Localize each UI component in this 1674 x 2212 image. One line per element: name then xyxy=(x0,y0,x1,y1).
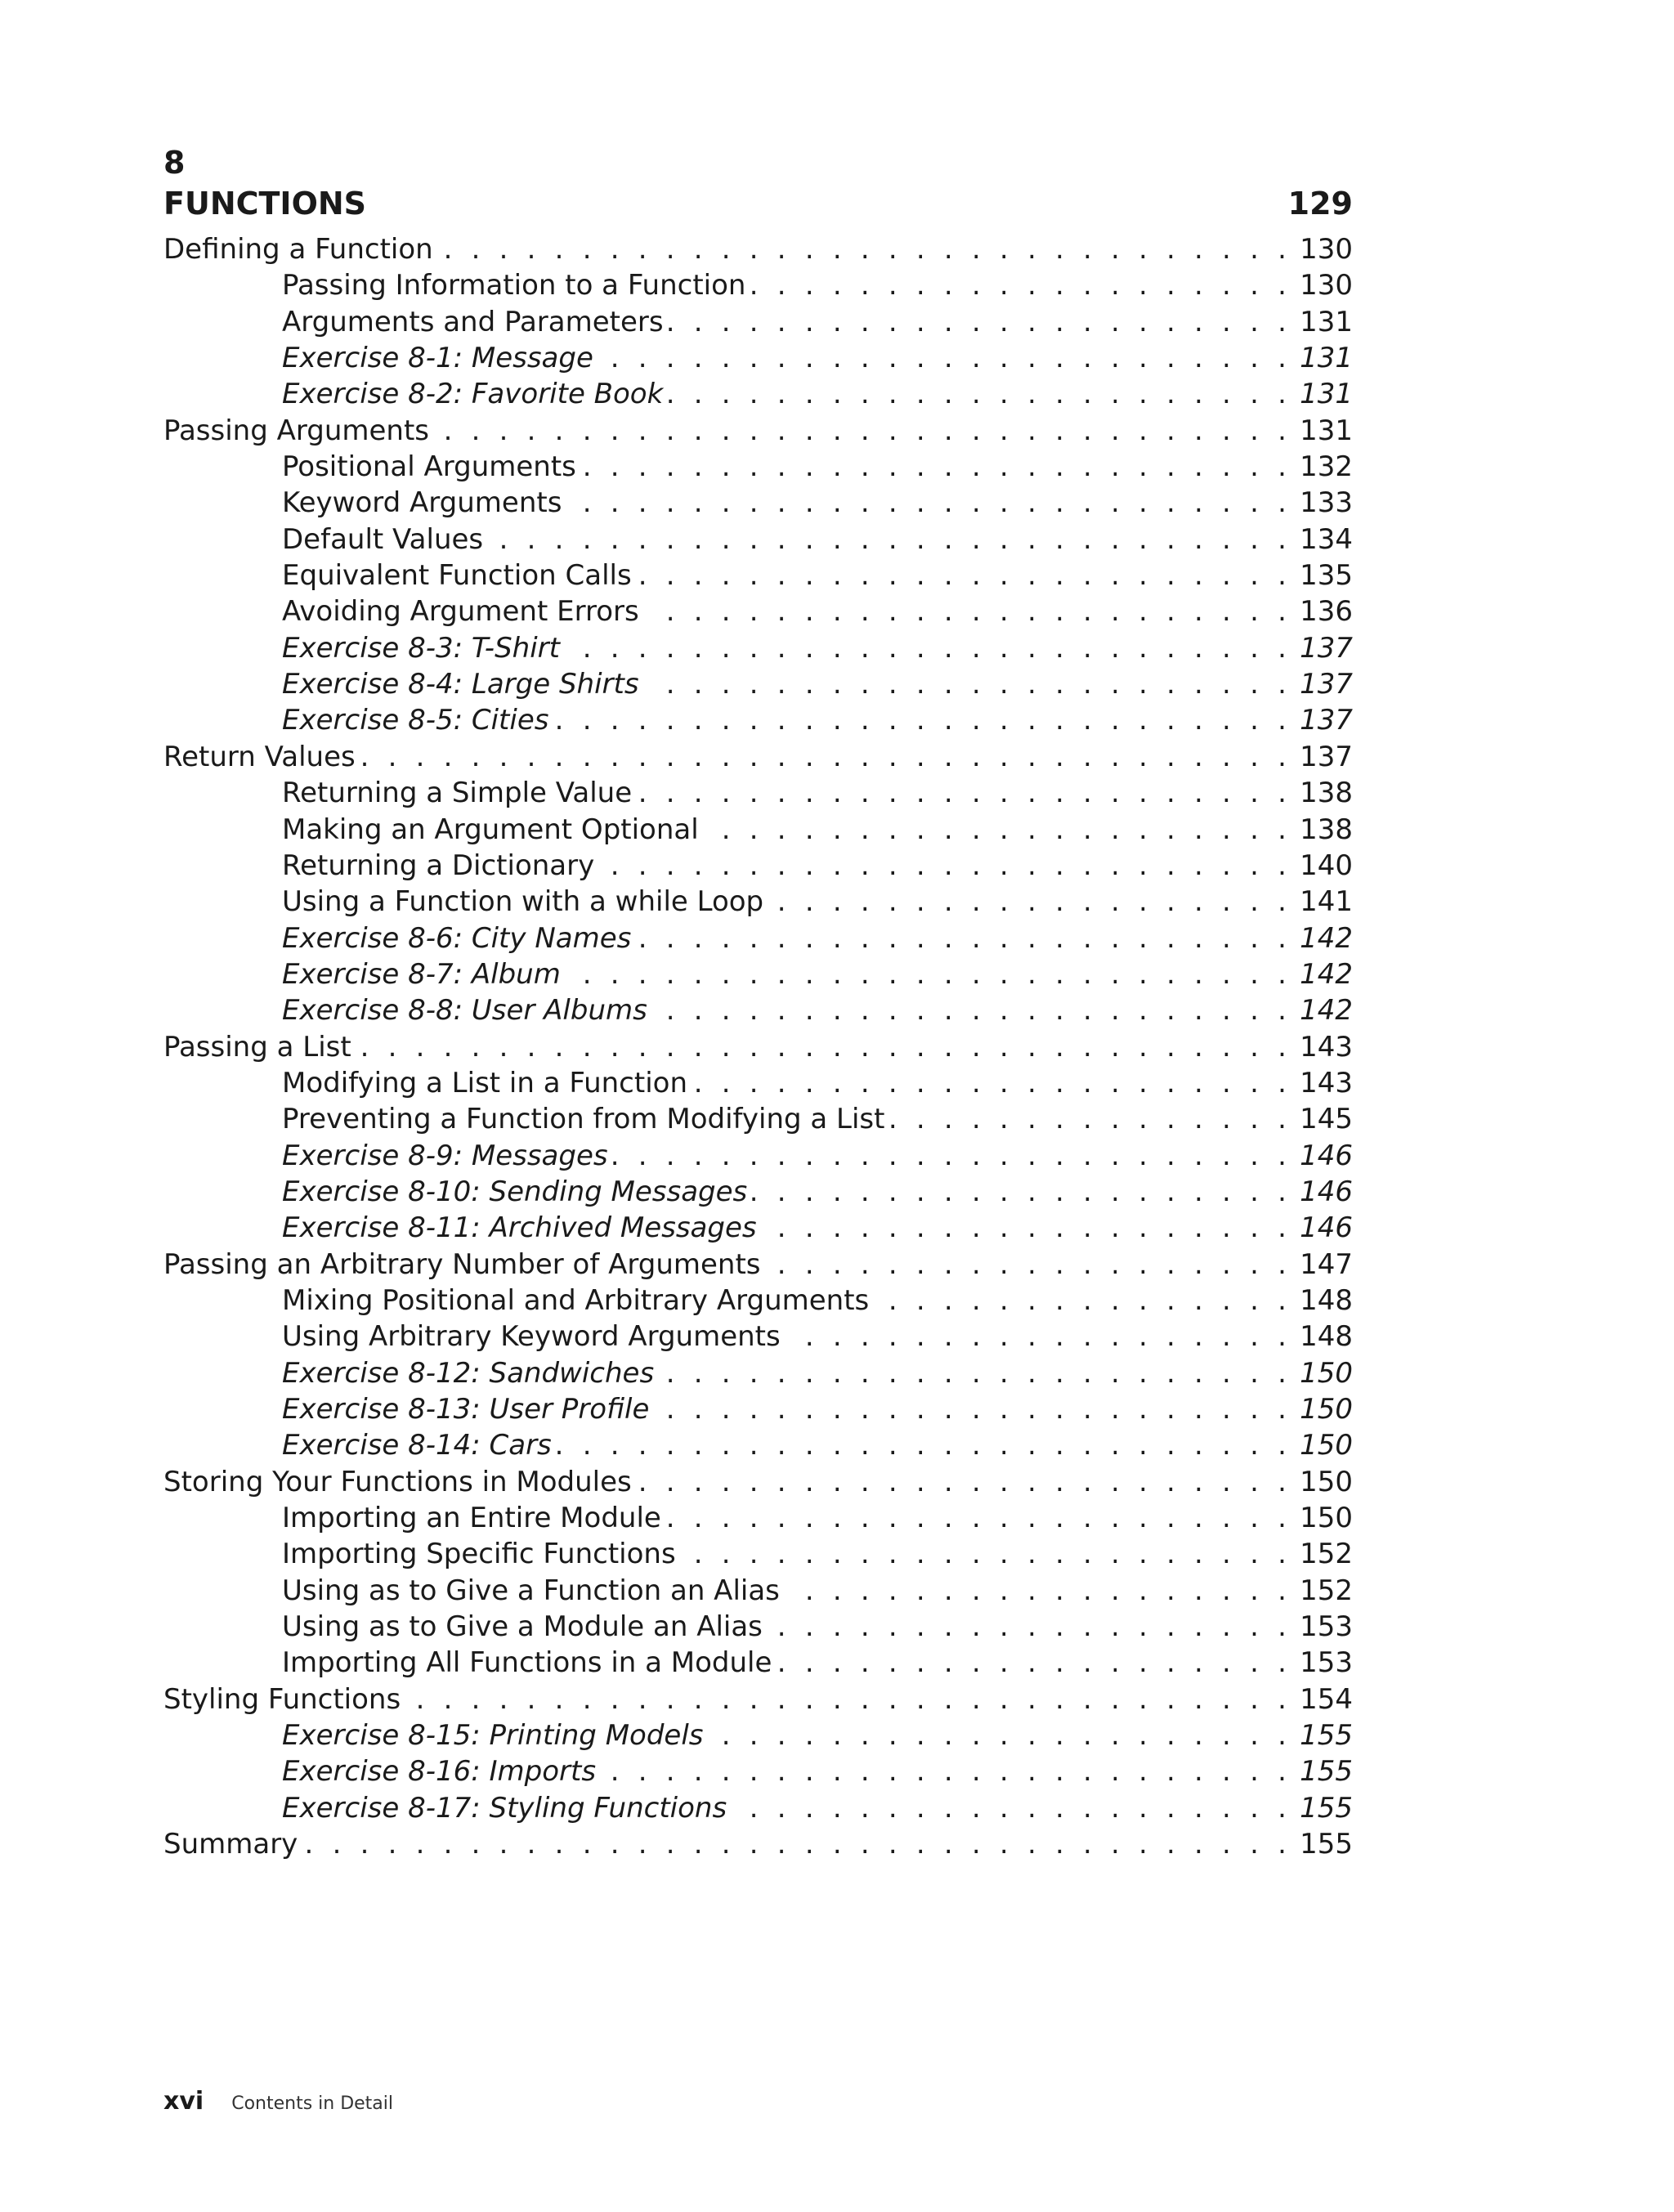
toc-section-entry xyxy=(163,1029,1353,1065)
toc-entry-title: Exercise 8-1: Message xyxy=(282,342,593,375)
toc-entry-page-number: 150 xyxy=(1300,1465,1353,1498)
chapter-heading xyxy=(163,184,1353,223)
toc-entry-page-number: 132 xyxy=(1300,450,1353,484)
toc-entry-page-number: 142 xyxy=(1300,921,1353,955)
toc-entry-title: Exercise 8-15: Printing Models xyxy=(282,1719,704,1753)
toc-dot-leader xyxy=(405,1681,1291,1717)
toc-dot-leader xyxy=(709,1717,1292,1753)
toc-subsection-entry xyxy=(163,1573,1353,1609)
toc-entry-title: Importing Specific Functions xyxy=(282,1538,676,1571)
toc-entry-title: Exercise 8-8: User Albums xyxy=(282,994,647,1028)
toc-subsection-entry xyxy=(163,1319,1353,1355)
toc-entry-title: Exercise 8-12: Sandwiches xyxy=(282,1356,655,1390)
toc-entry-page-number: 155 xyxy=(1300,1791,1353,1825)
toc-dot-leader xyxy=(581,449,1291,485)
toc-dot-leader xyxy=(566,956,1291,992)
toc-entry-title: Equivalent Function Calls xyxy=(282,559,632,593)
toc-entry-page-number: 143 xyxy=(1300,1066,1353,1099)
toc-subsection-entry xyxy=(163,1500,1353,1536)
toc-exercise-entry xyxy=(163,1717,1353,1753)
toc-entry-list xyxy=(163,231,1353,1862)
toc-entry-page-number: 152 xyxy=(1300,1574,1353,1607)
toc-entry-title: Exercise 8-11: Archived Messages xyxy=(282,1211,757,1245)
toc-entry-page-number: 153 xyxy=(1300,1610,1353,1644)
toc-subsection-entry xyxy=(163,1609,1353,1645)
toc-dot-leader xyxy=(565,630,1291,666)
toc-entry-title: Preventing a Function from Modifying a List xyxy=(282,1103,885,1136)
toc-dot-leader xyxy=(669,304,1292,340)
toc-dot-leader xyxy=(874,1283,1291,1319)
toc-entry-title: Exercise 8-14: Cars xyxy=(282,1429,552,1462)
toc-entry-title: Exercise 8-7: Album xyxy=(282,957,561,991)
toc-subsection-entry xyxy=(163,557,1353,593)
chapter-number: 8 xyxy=(163,145,186,181)
toc-dot-leader xyxy=(553,702,1291,738)
toc-dot-leader xyxy=(762,1210,1292,1246)
toc-subsection-entry xyxy=(163,267,1353,303)
toc-entry-page-number: 145 xyxy=(1300,1103,1353,1136)
toc-dot-leader xyxy=(434,413,1291,449)
toc-exercise-entry xyxy=(163,1790,1353,1826)
toc-entry-title: Defining a Function xyxy=(163,233,433,266)
toc-dot-leader xyxy=(302,1826,1291,1862)
toc-entry-page-number: 150 xyxy=(1300,1502,1353,1535)
toc-entry-page-number: 131 xyxy=(1300,305,1353,338)
toc-entry-title: Making an Argument Optional xyxy=(282,813,699,846)
toc-entry-title: Exercise 8-5: Cities xyxy=(282,704,549,737)
toc-entry-page-number: 133 xyxy=(1300,486,1353,520)
toc-entry-page-number: 131 xyxy=(1300,414,1353,447)
toc-dot-leader xyxy=(652,992,1291,1028)
toc-entry-page-number: 130 xyxy=(1300,233,1353,266)
folio-page-number: xvi xyxy=(163,2087,204,2116)
toc-entry-page-number: 153 xyxy=(1300,1646,1353,1680)
toc-entry-title: Passing an Arbitrary Number of Arguments xyxy=(163,1247,761,1281)
toc-dot-leader xyxy=(644,666,1292,702)
toc-section-entry xyxy=(163,1826,1353,1862)
toc-dot-leader xyxy=(666,1500,1291,1536)
toc-entry-title: Exercise 8-4: Large Shirts xyxy=(282,668,639,701)
toc-entry-title: Styling Functions xyxy=(163,1682,401,1716)
toc-entry-page-number: 148 xyxy=(1300,1283,1353,1317)
toc-entry-title: Passing Arguments xyxy=(163,414,430,447)
toc-dot-leader xyxy=(692,1065,1291,1101)
toc-subsection-entry xyxy=(163,485,1353,521)
toc-subsection-entry xyxy=(163,848,1353,884)
toc-entry-page-number: 141 xyxy=(1300,885,1353,919)
toc-entry-title: Exercise 8-6: City Names xyxy=(282,921,632,955)
toc-dot-leader xyxy=(488,522,1291,557)
toc-dot-leader xyxy=(681,1536,1291,1572)
toc-entry-page-number: 155 xyxy=(1300,1828,1353,1861)
toc-entry-page-number: 138 xyxy=(1300,777,1353,810)
toc-exercise-entry xyxy=(163,630,1353,666)
chapter-title: FUNCTIONS xyxy=(163,186,367,222)
toc-subsection-entry xyxy=(163,304,1353,340)
toc-subsection-entry xyxy=(163,449,1353,485)
toc-subsection-entry xyxy=(163,1101,1353,1137)
toc-section-entry xyxy=(163,1681,1353,1717)
toc-dot-leader xyxy=(360,739,1291,775)
toc-entry-title: Exercise 8-16: Imports xyxy=(282,1755,597,1789)
toc-entry-page-number: 137 xyxy=(1300,668,1353,701)
toc-exercise-entry xyxy=(163,1753,1353,1789)
toc-entry-title: Summary xyxy=(163,1828,298,1861)
toc-entry-title: Exercise 8-2: Favorite Book xyxy=(282,378,664,411)
toc-dot-leader xyxy=(785,1573,1291,1609)
toc-dot-leader xyxy=(732,1790,1291,1826)
toc-section-entry xyxy=(163,413,1353,449)
page-footer xyxy=(163,2087,393,2116)
toc-dot-leader xyxy=(750,267,1291,303)
toc-entry-page-number: 146 xyxy=(1300,1175,1353,1208)
toc-entry-page-number: 134 xyxy=(1300,522,1353,556)
toc-entry-page-number: 148 xyxy=(1300,1320,1353,1354)
toc-exercise-entry xyxy=(163,1427,1353,1463)
toc-entry-page-number: 138 xyxy=(1300,813,1353,846)
toc-entry-page-number: 137 xyxy=(1300,740,1353,773)
toc-dot-leader xyxy=(704,812,1291,848)
toc-entry-title: Passing Information to a Function xyxy=(282,269,746,302)
toc-exercise-entry xyxy=(163,956,1353,992)
toc-dot-leader xyxy=(777,1645,1291,1681)
toc-entry-title: Storing Your Functions in Modules xyxy=(163,1465,632,1498)
toc-entry-page-number: 146 xyxy=(1300,1211,1353,1245)
toc-subsection-entry xyxy=(163,522,1353,557)
toc-dot-leader xyxy=(644,593,1291,629)
toc-dot-leader xyxy=(768,884,1291,920)
toc-section-entry xyxy=(163,1464,1353,1500)
toc-dot-leader xyxy=(752,1174,1291,1210)
toc-dot-leader xyxy=(637,775,1291,811)
toc-section-entry xyxy=(163,1247,1353,1283)
toc-entry-page-number: 147 xyxy=(1300,1247,1353,1281)
toc-entry-title: Keyword Arguments xyxy=(282,486,562,520)
toc-dot-leader xyxy=(668,376,1291,412)
toc-dot-leader xyxy=(786,1319,1291,1355)
toc-exercise-entry xyxy=(163,376,1353,412)
toc-section-entry xyxy=(163,231,1353,267)
toc-entry-title: Exercise 8-10: Sending Messages xyxy=(282,1175,748,1208)
toc-entry-page-number: 136 xyxy=(1300,595,1353,629)
toc-dot-leader xyxy=(599,848,1291,884)
toc-entry-title: Arguments and Parameters xyxy=(282,305,664,338)
toc-entry-title: Importing All Functions in a Module xyxy=(282,1646,772,1680)
toc-entry-page-number: 137 xyxy=(1300,631,1353,665)
toc-entry-title: Exercise 8-9: Messages xyxy=(282,1139,608,1172)
toc-exercise-entry xyxy=(163,992,1353,1028)
toc-exercise-entry xyxy=(163,340,1353,376)
toc-entry-title: Positional Arguments xyxy=(282,450,576,484)
toc-entry-page-number: 140 xyxy=(1300,849,1353,882)
toc-entry-title: Exercise 8-3: T-Shirt xyxy=(282,631,560,665)
toc-dot-leader xyxy=(637,557,1291,593)
toc-subsection-entry xyxy=(163,812,1353,848)
toc-entry-title: Using as to Give a Module an Alias xyxy=(282,1610,763,1644)
toc-dot-leader xyxy=(598,340,1291,376)
toc-entry-title: Using as to Give a Function an Alias xyxy=(282,1574,780,1607)
toc-entry-page-number: 150 xyxy=(1300,1393,1353,1426)
toc-entry-title: Return Values xyxy=(163,740,356,773)
toc-dot-leader xyxy=(654,1391,1291,1427)
toc-entry-page-number: 135 xyxy=(1300,559,1353,593)
toc-entry-page-number: 131 xyxy=(1300,378,1353,411)
toc-dot-leader xyxy=(636,920,1291,956)
toc-exercise-entry xyxy=(163,1391,1353,1427)
toc-exercise-entry xyxy=(163,1355,1353,1391)
toc-dot-leader xyxy=(889,1101,1291,1137)
toc-exercise-entry xyxy=(163,702,1353,738)
toc-subsection-entry xyxy=(163,593,1353,629)
toc-entry-page-number: 143 xyxy=(1300,1030,1353,1063)
toc-entry-title: Using Arbitrary Keyword Arguments xyxy=(282,1320,781,1354)
toc-dot-leader xyxy=(601,1753,1291,1789)
toc-dot-leader xyxy=(356,1029,1291,1065)
toc-entry-page-number: 146 xyxy=(1300,1139,1353,1172)
toc-exercise-entry xyxy=(163,920,1353,956)
toc-entry-title: Passing a List xyxy=(163,1030,351,1063)
toc-entry-page-number: 150 xyxy=(1300,1356,1353,1390)
toc-exercise-entry xyxy=(163,666,1353,702)
running-head: Contents in Detail xyxy=(231,2093,394,2114)
toc-entry-page-number: 131 xyxy=(1300,342,1353,375)
toc-entry-title: Importing an Entire Module xyxy=(282,1502,661,1535)
toc-entry-page-number: 152 xyxy=(1300,1538,1353,1571)
toc-subsection-entry xyxy=(163,1065,1353,1101)
toc-entry-page-number: 142 xyxy=(1300,957,1353,991)
toc-entry-page-number: 154 xyxy=(1300,1682,1353,1716)
toc-exercise-entry xyxy=(163,1174,1353,1210)
toc-entry-title: Avoiding Argument Errors xyxy=(282,595,639,629)
toc-subsection-entry xyxy=(163,1645,1353,1681)
toc-dot-leader xyxy=(557,1427,1291,1463)
toc-subsection-entry xyxy=(163,1283,1353,1319)
toc-entry-title: Modifying a List in a Function xyxy=(282,1066,687,1099)
toc-dot-leader xyxy=(659,1355,1291,1391)
toc-entry-title: Exercise 8-17: Styling Functions xyxy=(282,1791,727,1825)
toc-subsection-entry xyxy=(163,1536,1353,1572)
toc-entry-title: Exercise 8-13: User Profile xyxy=(282,1393,650,1426)
toc-entry-page-number: 130 xyxy=(1300,269,1353,302)
toc-entry-page-number: 137 xyxy=(1300,704,1353,737)
toc-entry-page-number: 155 xyxy=(1300,1719,1353,1753)
toc-entry-title: Using a Function with a while Loop xyxy=(282,885,764,919)
toc-chapter-section xyxy=(163,145,1353,1862)
toc-entry-title: Returning a Simple Value xyxy=(282,777,633,810)
toc-section-entry xyxy=(163,739,1353,775)
toc-dot-leader xyxy=(768,1609,1291,1645)
toc-entry-title: Returning a Dictionary xyxy=(282,849,595,882)
toc-entry-page-number: 155 xyxy=(1300,1755,1353,1789)
toc-dot-leader xyxy=(438,231,1291,267)
toc-exercise-entry xyxy=(163,1210,1353,1246)
toc-exercise-entry xyxy=(163,1138,1353,1174)
toc-dot-leader xyxy=(637,1464,1291,1500)
toc-subsection-entry xyxy=(163,775,1353,811)
toc-entry-page-number: 150 xyxy=(1300,1429,1353,1462)
chapter-page-number: 129 xyxy=(1287,186,1353,222)
toc-dot-leader xyxy=(566,485,1291,521)
toc-subsection-entry xyxy=(163,884,1353,920)
toc-entry-title: Default Values xyxy=(282,522,484,556)
toc-entry-title: Mixing Positional and Arbitrary Arguments xyxy=(282,1283,870,1317)
toc-dot-leader xyxy=(613,1138,1291,1174)
toc-dot-leader xyxy=(766,1247,1292,1283)
toc-entry-page-number: 142 xyxy=(1300,994,1353,1028)
